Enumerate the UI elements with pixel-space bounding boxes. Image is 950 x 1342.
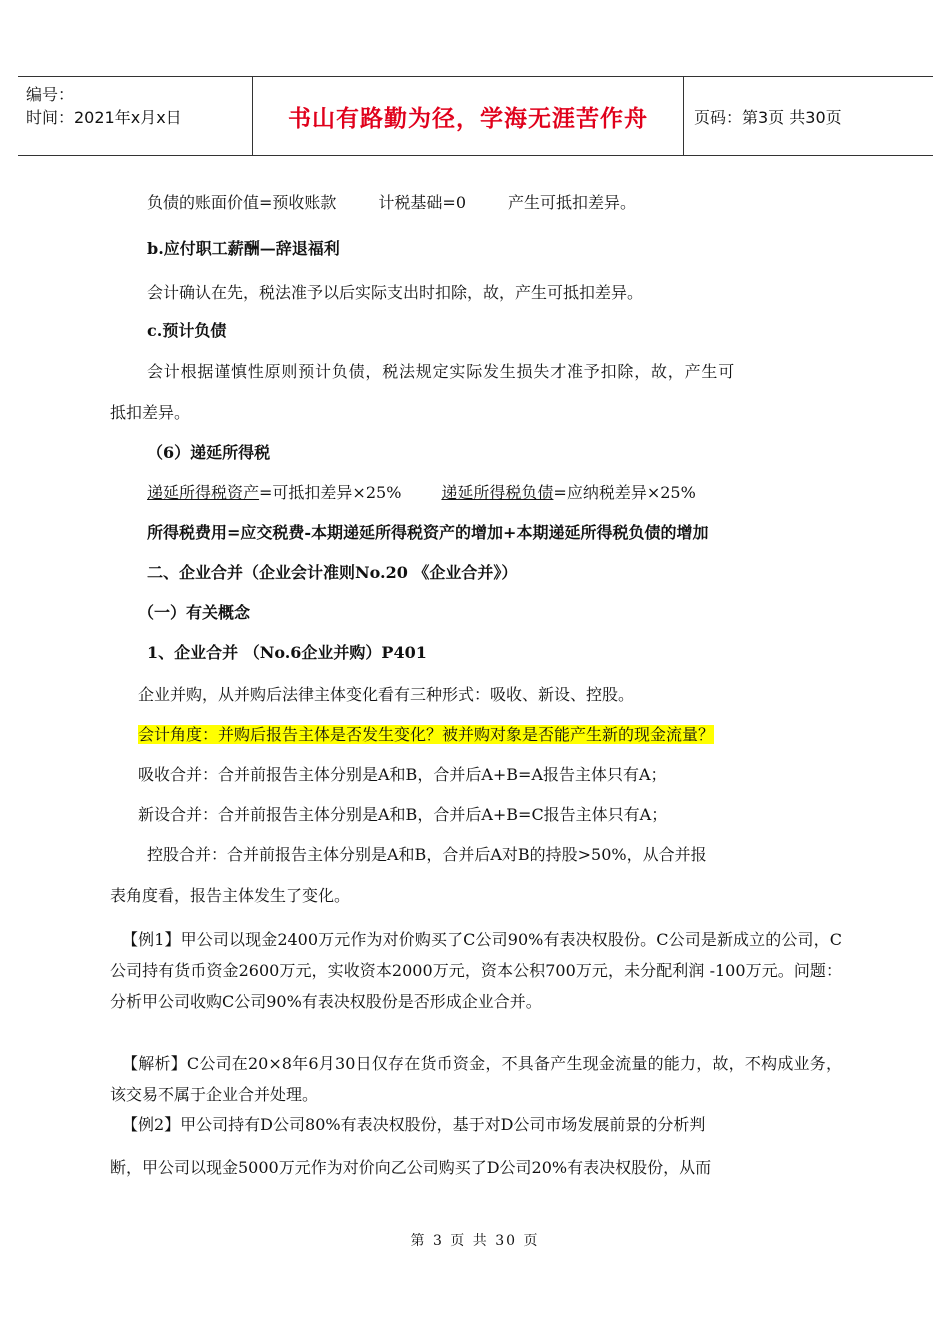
formula-income-tax-expense: 所得税费用=应交税费-本期递延所得税资产的增加+本期递延所得税负债的增加 [147,523,709,542]
paragraph-merger-forms: 企业并购，从并购后法律主体变化看有三种形式：吸收、新设、控股。 [138,685,635,704]
header-motto: 书山有路勤为径，学海无涯苦作舟 [288,105,648,132]
example-1: 【例1】甲公司以现金2400万元作为对价购买了C公司90%有表决权股份。C公司是新成立的公司，C公司持有货币资金2600万元，实收资本2000万元，资本公积700万元，未分配利润 -100万元。问题：分析甲公司收购C公司90%有表决权股份是否形成企业合并。 [110,930,842,1011]
paragraph-b: 会计确认在先，税法准予以后实际支出时扣除，故，产生可抵扣差异。 [147,283,644,302]
section-heading-merger: 二、企业合并（企业会计准则No.20 《企业合并》） [147,563,518,582]
paragraph-c-line2: 抵扣差异。 [110,403,191,422]
text: 计税基础=0 [378,193,467,212]
paragraph-absorption-merger: 吸收合并：合并前报告主体分别是A和B，合并后A+B=A报告主体只有A； [138,765,667,784]
line-liability-book-value [110,190,636,213]
text: =应纳税差异×25% [553,483,696,502]
paragraph-c-line1: 会计根据谨慎性原则预计负债，税法规定实际发生损失才准予扣除，故，产生可 [147,362,736,381]
heading-b: b.应付职工薪酬—辞退福利 [147,239,340,258]
number-label: 编号： [26,85,75,104]
time-label: 时间：2021年x月x日 [26,108,182,127]
heading-deferred-tax: （6）递延所得税 [147,443,271,462]
example-2-line2: 断，甲公司以现金5000万元作为对价向乙公司购买了D公司20%有表决权股份，从而 [110,1158,712,1177]
header-left-cell [18,77,252,155]
paragraph-holding-merger-line2: 表角度看，报告主体发生了变化。 [110,886,351,905]
header-right-cell [684,77,933,155]
text: 递延所得税负债 [441,483,554,502]
page-code: 页码：第3页 共30页 [694,107,842,127]
header-center-cell [252,77,684,155]
text: 产生可抵扣差异。 [508,193,637,212]
page-header [18,76,933,156]
text: 递延所得税资产 [147,483,260,502]
subsection-heading-concepts: （一）有关概念 [138,603,251,622]
paragraph-holding-merger-line1: 控股合并：合并前报告主体分别是A和B，合并后A对B的持股>50%，从合并报 [147,845,707,864]
text: 负债的账面价值=预收账款 [147,193,337,212]
analysis-1: 【解析】C公司在20×8年6月30日仅存在货币资金，不具备产生现金流量的能力，故，不构成业务，该交易不属于企业合并处理。 [110,1054,842,1104]
highlighted-text: 会计角度：并购后报告主体是否发生变化？被并购对象是否能产生新的现金流量？ [138,725,715,744]
paragraph-new-merger: 新设合并：合并前报告主体分别是A和B，合并后A+B=C报告主体只有A； [138,805,668,824]
item-heading-merger: 1、企业合并 （No.6企业并购）P401 [147,643,427,662]
text: =可抵扣差异×25% [259,483,402,502]
page-footer: 第 3 页 共 30 页 [410,1233,540,1249]
example-2-line1: 【例2】甲公司持有D公司80%有表决权股份，基于对D公司市场发展前景的分析判 [122,1115,706,1134]
highlighted-accounting-view [110,722,714,745]
heading-c: c.预计负债 [147,321,227,340]
formula-deferred-tax [110,480,696,503]
